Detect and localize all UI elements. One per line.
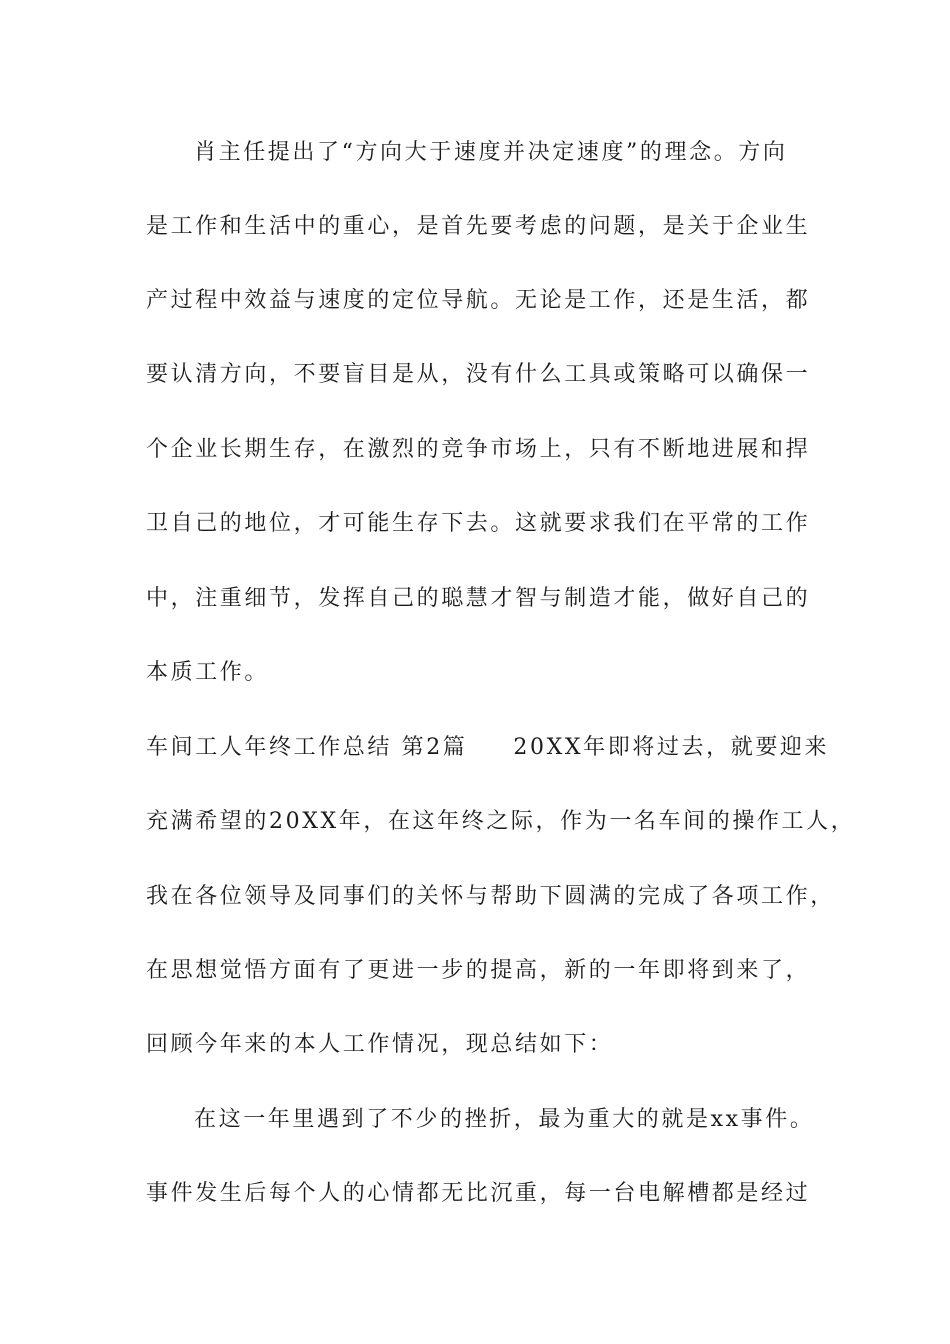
section-heading-line	[146, 733, 830, 763]
paragraph-line: 个企业长期生存，在激烈的竞争市场上，只有不断地进展和捍	[146, 437, 811, 462]
paragraph-line: 我在各位领导及同事们的关怀与帮助下圆满的完成了各项工作，	[146, 884, 835, 909]
paragraph-line: 在这一年里遇到了不少的挫折，最为重大的就是xx事件。	[194, 1107, 815, 1132]
paragraph-line: 在思想觉悟方面有了更进一步的提高，新的一年即将到来了，	[146, 958, 811, 983]
paragraph-line: 卫自己的地位，才可能生存下去。这就要求我们在平常的工作	[146, 511, 811, 536]
paragraph-line: 产过程中效益与速度的定位导航。无论是工作，还是生活，都	[146, 288, 811, 313]
paragraph-line: 充满希望的20XX年，在这年终之际，作为一名车间的操作工人，	[146, 809, 856, 834]
section-title: 车间工人年终工作总结 第2篇	[146, 735, 468, 760]
paragraph-line: 中，注重细节，发挥自己的聪慧才智与制造才能，做好自己的	[146, 586, 811, 611]
paragraph-line: 要认清方向，不要盲目是从，没有什么工具或策略可以确保一	[146, 362, 811, 387]
paragraph-line: 事件发生后每个人的心情都无比沉重，每一台电解槽都是经过	[146, 1181, 811, 1206]
paragraph-line: 肖主任提出了“方向大于速度并决定速度”的理念。方向	[194, 140, 788, 165]
section-intro: 20XX年即将过去，就要迎来	[513, 735, 830, 760]
paragraph-line: 本质工作。	[146, 660, 270, 685]
paragraph-line: 是工作和生活中的重心，是首先要考虑的问题，是关于企业生	[146, 214, 811, 239]
paragraph-line: 回顾今年来的本人工作情况，现总结如下：	[146, 1032, 614, 1057]
